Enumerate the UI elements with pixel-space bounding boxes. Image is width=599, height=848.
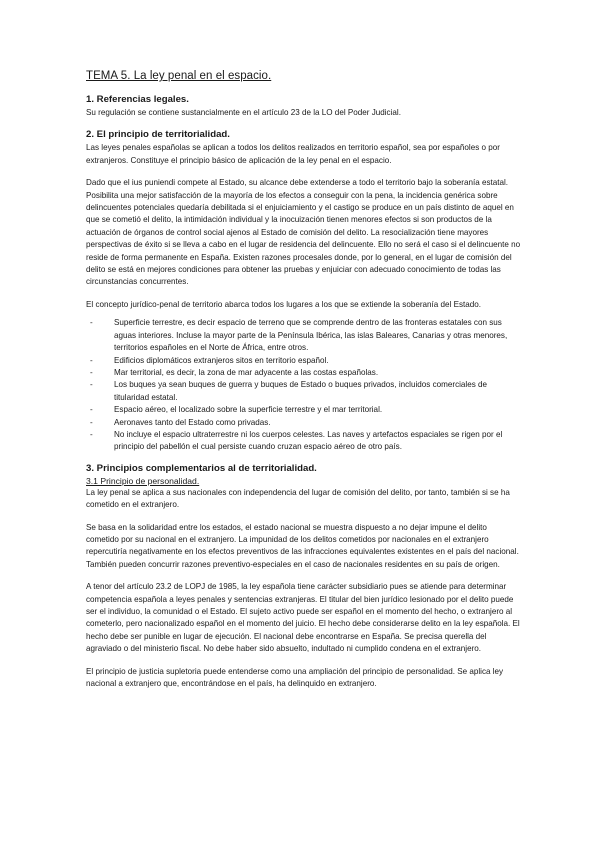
paragraph: Se basa en la solidaridad entre los estados, el estado nacional se muestra dispuesto a no dejar impune el delito cometido por su nacional en el extranjero. La impunidad de los delitos cometidos por nacionales en el extranjero repercutiría negativamente en los efectos preventivos de las infracciones equivalentes existentes en el país del nacional. También pueden concurrir razones preventivo-especiales en el caso de nacionales residentes en su país de origen. [86,522,519,569]
list-item: - Los buques ya sean buques de guerra y buques de Estado o buques privados, incluidos comerciales de titularidad estatal. [86,379,521,404]
section-principios-complementarios [86,463,521,691]
list-item: - Espacio aéreo, el localizado sobre la superficie terrestre y el mar territorial. [86,404,521,416]
section-heading: 2. El principio de territorialidad. [86,129,230,141]
paragraph: El principio de justicia supletoria puede entenderse como una ampliación del principio de personalidad. Se aplica ley nacional a extranjero que, encontrándose en el país, ha delinquido en extranjero. [86,666,504,689]
paragraph: Su regulación se contiene sustancialmente en el artículo 23 de la LO del Poder Judicial. [86,108,401,117]
paragraph: La ley penal se aplica a sus nacionales con independencia del lugar de comisión del delito, por tanto, también si se ha cometido en el extranjero. [86,487,510,510]
list-item: - No incluye el espacio ultraterrestre ni los cuerpos celestes. Las naves y artefactos espaciales se rigen por el principio del pabellón el cual persiste cuando cruzan espacio aéreo de otro país. [86,429,521,454]
list-item: - Mar territorial, es decir, la zona de mar adyacente a las costas españolas. [86,367,521,379]
paragraph: El concepto jurídico-penal de territorio abarca todos los lugares a los que se extiende la soberanía del Estado. [86,299,482,309]
list-item: - Superficie terrestre, es decir espacio de terreno que se comprende dentro de las fronteras estatales con sus aguas interiores. Incluse la mayor parte de la Península Ibérica, las islas Baleares, Canarias y otras menores, territorios españoles en el Norte de África, entre otros. [86,317,521,354]
territory-list [86,317,521,453]
paragraph: Dado que el ius puniendi compete al Estado, su alcance debe extenderse a todo el territorio bajo la soberanía estatal. Posibilita una mejor satisfacción de la mayoría de los efectos a conseguir con la pena, la incidencia genérica sobre delincuentes potenciales quedaría debilitada si el enjuiciamiento y el castigo se produce en un país distinto de aquel en que se cometió el delito, la intimidación individual y la inocuización tienen menores efectos si son productos de la actuación de órganos de control social ajenos al Estado de comisión del delito. La resocialización tiene mayores perspectivas de éxito si se lleva a cabo en el lugar de residencia del delincuente. Ello no será el caso si el delincuente no reside de forma permanente en España. Existen razones procesales donde, por lo general, en el lugar de comisión del delito se está en mejores condiciones para obtener las pruebas y enjuiciar con adecuado conocimiento de todas las circunstancias concurrentes. [86,178,521,287]
list-item: - Edificios diplomáticos extranjeros sitos en territorio español. [86,355,521,367]
document-title: TEMA 5. La ley penal en el espacio. [86,70,272,82]
list-item: - Aeronaves tanto del Estado como privadas. [86,417,521,429]
section-territorialidad [86,129,521,453]
subsection-heading: 3.1 Principio de personalidad. [86,475,200,486]
paragraph: Las leyes penales españolas se aplican a todos los delitos realizados en territorio español, sea por españoles o por extranjeros. Constituye el principio básico de aplicación de la ley penal en el espacio. [86,143,500,165]
section-heading: 3. Principios complementarios al de territorialidad. [86,462,317,474]
section-referencias [86,94,521,119]
section-heading: 1. Referencias legales. [86,94,189,105]
paragraph: A tenor del artículo 23.2 de LOPJ de 1985, la ley española tiene carácter subsidiario pues se atiende para determinar competencia española a leyes penales y sentencias extranjeras. El titular del bien jurídico lesionado por el delito puede ser el individuo, la comunidad o el Estado. El sujeto activo puede ser español en el momento del hecho, o extranjero al cometerlo, pero nacionalizado español en el momento del juicio. El hecho debe considerarse delito en la ley española. El hecho debe ser punible en lugar de ejecución. El nacional debe encontrarse en España. Se precisa querella del agraviado o del ministerio fiscal. No debe haber sido absuelto, indultado ni cumplido condena en el extranjero. [86,582,520,654]
